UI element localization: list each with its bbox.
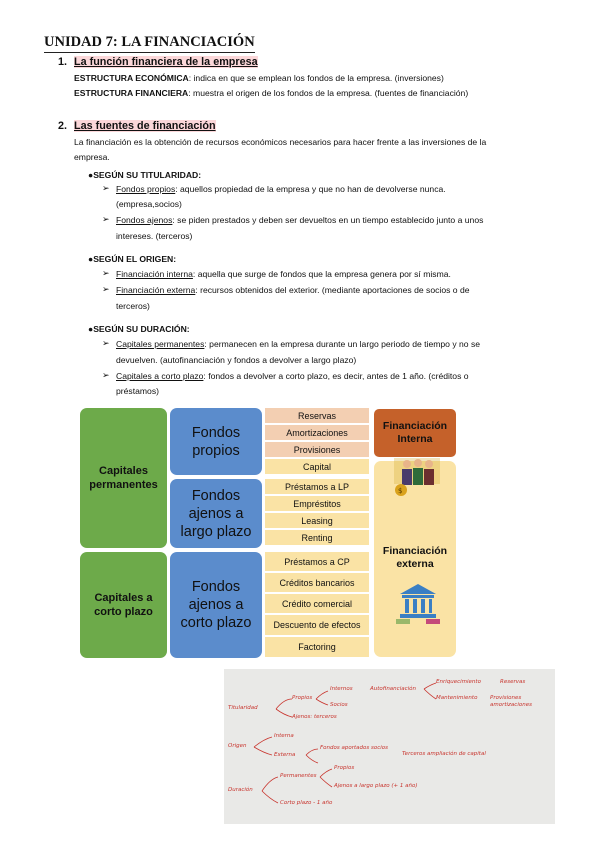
- hw-duracion: Duración: [228, 787, 253, 793]
- hw-ajenos-largo: Ajenos a largo plazo (+ 1 año): [334, 783, 418, 789]
- hw-ajenos-terceros: Ajenos: terceros: [292, 714, 337, 720]
- hw-titularidad: Titularidad: [228, 705, 258, 711]
- financial-structure-label: ESTRUCTURA FINANCIERA: [74, 88, 189, 98]
- item-provisiones: Provisiones: [265, 442, 369, 458]
- item-credito-comercial: Crédito comercial: [265, 594, 369, 614]
- hw-terceros-ampliacion: Terceros ampliación de capital: [402, 751, 486, 757]
- arrow-icon: ➢: [102, 268, 110, 278]
- financial-structure-text: : muestra el origen de los fondos de la empresa. (fuentes de financiación): [188, 88, 469, 98]
- financiacion-externa-term: Financiación externa: [116, 285, 196, 295]
- section-1-title: [58, 56, 258, 68]
- item-reservas: Reservas: [265, 408, 369, 424]
- handwritten-brackets: [224, 669, 555, 824]
- financiacion-externa-line: [116, 285, 470, 296]
- capitales-corto-line: [116, 371, 469, 382]
- group-origen-heading: ●SEGÚN EL ORIGEN:: [88, 254, 177, 264]
- item-creditos-bancarios: Créditos bancarios: [265, 573, 369, 593]
- financiacion-interna-text: : aquella que surge de fondos que la empresa genera por sí misma.: [192, 269, 451, 279]
- arrow-icon: ➢: [102, 183, 110, 193]
- hw-corto-plazo: Corto plazo - 1 año: [280, 800, 333, 806]
- unit-title: UNIDAD 7: LA FINANCIACIÓN: [44, 34, 255, 53]
- arrow-icon: ➢: [102, 284, 110, 294]
- capitales-corto-term: Capitales a corto plazo: [116, 371, 204, 381]
- group-duracion-heading: ●SEGÚN SU DURACIÓN:: [88, 324, 190, 334]
- fondos-ajenos-largo-label: Fondos ajenos a largo plazo: [180, 487, 252, 540]
- financial-structure-line: [74, 88, 468, 99]
- item-leasing: Leasing: [265, 513, 369, 529]
- fondos-propios-line-2: (empresa,socios): [116, 199, 182, 209]
- capitales-permanentes-label: Capitales permanentes: [89, 465, 158, 491]
- handwritten-notes-photo: [224, 669, 555, 824]
- section-2-number: 2.: [58, 120, 68, 132]
- item-prestamos-lp: Préstamos a LP: [265, 479, 369, 495]
- hw-externa: Externa: [274, 752, 296, 758]
- fondos-propios-block: [170, 408, 262, 475]
- intro-line-1: La financiación es la obtención de recursos económicos necesarios para hacer frente a las inversiones de la: [74, 137, 487, 147]
- fondos-propios-label: Fondos propios: [191, 424, 241, 459]
- section-2-heading: Las fuentes de financiación: [74, 120, 216, 132]
- fondos-ajenos-corto-block: [170, 552, 262, 658]
- fondos-ajenos-largo-block: [170, 479, 262, 548]
- financiacion-externa-line-2: terceros): [116, 301, 150, 311]
- item-factoring: Factoring: [265, 637, 369, 658]
- item-amortizaciones: Amortizaciones: [265, 425, 369, 441]
- group-titularidad-heading: ●SEGÚN SU TITULARIDAD:: [88, 170, 202, 180]
- hw-mantenimiento: Mantenimiento: [436, 695, 478, 701]
- bank-icon: [396, 582, 440, 624]
- hw-autofinanciacion: Autofinanciación: [370, 686, 416, 692]
- hw-enriquecimiento: Enriquecimiento: [436, 679, 481, 685]
- hw-internos: Internos: [330, 686, 353, 692]
- section-1-number: 1.: [58, 56, 68, 68]
- fondos-ajenos-text: : se piden prestados y deben ser devueltos en un tiempo establecido junto a unos: [172, 215, 484, 225]
- financiacion-interna-line: [116, 269, 451, 280]
- capitales-permanentes-line-2: devuelven. (autofinanciación y fondos a devolver a largo plazo): [116, 355, 357, 365]
- arrow-icon: ➢: [102, 214, 110, 224]
- fondos-ajenos-line-2: intereses. (terceros): [116, 231, 193, 241]
- economic-structure-line: [74, 73, 444, 84]
- capitales-permanentes-block: [80, 408, 167, 548]
- fondos-propios-term: Fondos propios: [116, 184, 176, 194]
- financiacion-interna-block: Financiación Interna: [374, 409, 456, 457]
- section-1-heading: La función financiera de la empresa: [74, 56, 258, 68]
- financiacion-externa-text: : recursos obtenidos del exterior. (mediante aportaciones de socios o de: [195, 285, 470, 295]
- capitales-corto-line-2: préstamos): [116, 386, 159, 396]
- fondos-ajenos-corto-label: Fondos ajenos a corto plazo: [180, 579, 252, 631]
- intro-line-2: empresa.: [74, 152, 110, 162]
- financiacion-interna-term: Financiación interna: [116, 269, 193, 279]
- hw-provisiones: Provisiones amortizaciones: [490, 695, 532, 708]
- fondos-ajenos-term: Fondos ajenos: [116, 215, 173, 225]
- item-descuento-efectos: Descuento de efectos: [265, 615, 369, 636]
- arrow-icon: ➢: [102, 338, 110, 348]
- capitales-corto-label: Capitales a corto plazo: [94, 592, 153, 618]
- hw-permanentes: Permanentes: [280, 773, 317, 779]
- hw-origen: Origen: [228, 743, 247, 749]
- financiacion-externa-label: Financiación externa: [382, 545, 448, 570]
- capitales-corto-block: [80, 552, 167, 658]
- item-capital: Capital: [265, 459, 369, 475]
- item-prestamos-cp: Préstamos a CP: [265, 552, 369, 572]
- hw-propios-2: Propios: [334, 765, 355, 771]
- svg-text:$: $: [398, 487, 403, 495]
- economic-structure-text: : indica en que se emplean los fondos de la empresa. (inversiones): [188, 73, 444, 83]
- hw-propios: Propios: [292, 695, 313, 701]
- item-renting: Renting: [265, 530, 369, 546]
- capitales-permanentes-text: : permanecen en la empresa durante un largo periodo de tiempo y no se: [204, 339, 481, 349]
- capitales-permanentes-line: [116, 339, 480, 350]
- economic-structure-label: ESTRUCTURA ECONÓMICA: [74, 73, 189, 83]
- hw-socios: Socios: [330, 702, 348, 708]
- fondos-propios-line: [116, 184, 446, 195]
- hw-interna: Interna: [274, 733, 294, 739]
- people-money-icon: [392, 454, 442, 498]
- arrow-icon: ➢: [102, 370, 110, 380]
- capitales-permanentes-term: Capitales permanentes: [116, 339, 205, 349]
- fondos-propios-text: : aquellos propiedad de la empresa y que no han de devolverse nunca.: [175, 184, 446, 194]
- hw-reservas: Reservas: [500, 679, 526, 685]
- capitales-corto-text: : fondos a devolver a corto plazo, es decir, antes de 1 año. (créditos o: [203, 371, 469, 381]
- fondos-ajenos-line: [116, 215, 483, 226]
- section-2-title: [58, 120, 216, 132]
- item-emprestitos: Empréstitos: [265, 496, 369, 512]
- hw-fondos-aportados: Fondos aportados socios: [320, 745, 388, 751]
